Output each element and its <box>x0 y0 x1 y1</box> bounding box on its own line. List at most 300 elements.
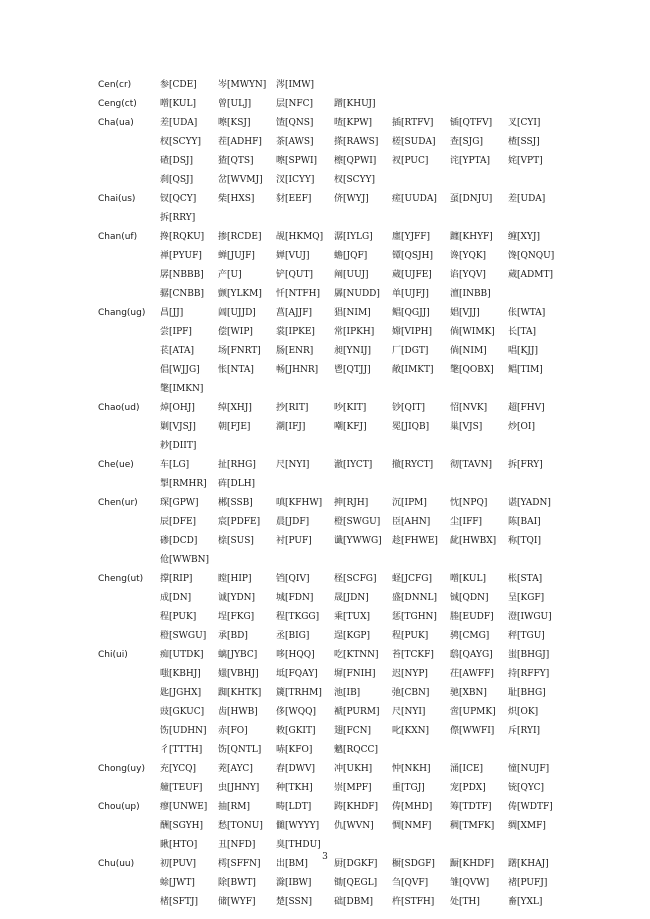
character-code-entry: 嚓[KSJ] <box>218 118 251 128</box>
character-code-entry: 诧[YPTA] <box>450 156 491 166</box>
entry-row <box>98 133 598 152</box>
character-code-entry: 蛏[JCFG] <box>392 574 432 584</box>
character-code-entry: 裳[IPKE] <box>276 327 315 337</box>
character-code-entry: 螭[JYBC] <box>218 650 258 660</box>
character-code-entry: 晟[JDN] <box>334 593 369 603</box>
character-code-entry: 褚[PUFJ] <box>508 878 548 888</box>
entry-row <box>98 779 598 798</box>
character-code-entry: 鸱[QAYG] <box>450 650 493 660</box>
character-code-entry: 苔[TCKF] <box>392 650 434 660</box>
character-code-entry: 潮[IFJ] <box>276 422 306 432</box>
character-code-entry: 伧[WWBN] <box>160 555 210 565</box>
character-code-entry: 差[UDA] <box>508 194 546 204</box>
character-code-entry: 塍[EUDF] <box>450 612 494 622</box>
pinyin-group <box>98 114 598 190</box>
character-code-entry: 承[BD] <box>218 631 248 641</box>
character-code-entry: 彻[TAVN] <box>450 460 492 470</box>
character-code-entry: 翅[FCN] <box>334 726 372 736</box>
character-code-entry: 茌[AWFF] <box>450 669 494 679</box>
character-code-entry: 愁[TONU] <box>218 821 263 831</box>
character-code-entry: 绸[XMF] <box>508 821 546 831</box>
character-code-entry: 鲳[TIM] <box>508 365 543 375</box>
entry-row <box>98 380 598 399</box>
pinyin-group <box>98 228 598 304</box>
character-code-entry: 焯[OHJ] <box>160 403 195 413</box>
entry-row <box>98 874 598 893</box>
entry-row <box>98 266 598 285</box>
character-code-entry: 哆[HQQ] <box>276 650 315 660</box>
character-code-entry: 汊[ICYY] <box>276 175 315 185</box>
character-code-entry: 拆[RRY] <box>160 213 196 223</box>
character-code-entry: 蚩[BHGJ] <box>508 650 550 660</box>
character-code-entry: 臭[THDU] <box>276 840 321 850</box>
character-code-entry: 碜[DCD] <box>160 536 198 546</box>
character-code-entry: 羼[NUDD] <box>334 289 380 299</box>
character-code-entry: 筹[TDTF] <box>450 802 492 812</box>
character-code-entry: 噌[KUL] <box>160 99 196 109</box>
character-code-entry: 刍[QVF] <box>392 878 429 888</box>
character-code-entry: 铳[QYC] <box>508 783 545 793</box>
character-code-entry: 产[U] <box>218 270 242 280</box>
entry-row <box>98 152 598 171</box>
character-code-entry: 肠[ENR] <box>276 346 314 356</box>
character-code-entry: 踟[KHTK] <box>218 688 262 698</box>
entry-row <box>98 551 598 570</box>
character-code-entry: 柴[HXS] <box>218 194 255 204</box>
character-code-entry: 楮[SFTJ] <box>160 897 199 907</box>
character-code-entry: 称[TQI] <box>508 536 541 546</box>
character-code-entry: 嚓[SPWI] <box>276 156 318 166</box>
character-code-entry: 初[PUV] <box>160 859 197 869</box>
character-code-entry: 蟾[JQF] <box>334 251 368 261</box>
character-code-entry: 尝[IPF] <box>160 327 192 337</box>
character-code-entry: 呈[KGF] <box>508 593 545 603</box>
character-code-entry: 齿[HWB] <box>218 707 258 717</box>
character-code-entry: 瘳[UNWE] <box>160 802 208 812</box>
character-code-entry: 参[CDE] <box>160 80 197 90</box>
character-code-entry: 曾[ULJ] <box>218 99 252 109</box>
character-code-entry: 宸[PDFE] <box>218 517 261 527</box>
character-code-entry: 魑[RQCC] <box>334 745 378 755</box>
character-code-entry: 茶[AWS] <box>276 137 314 147</box>
character-code-entry: 倡[WJJG] <box>160 365 200 375</box>
character-code-entry: 搀[RQKU] <box>160 232 205 242</box>
character-code-entry: 程[TKGG] <box>276 612 320 622</box>
character-code-entry: 臣[AHN] <box>392 517 431 527</box>
character-code-entry: 炽[OK] <box>508 707 539 717</box>
character-code-entry: 偿[WIP] <box>218 327 253 337</box>
character-code-entry: 娼[VJJ] <box>450 308 480 318</box>
character-code-entry: 躔[KHYF] <box>450 232 493 242</box>
pinyin-label: Chu(uu) <box>98 859 135 869</box>
character-code-entry: 迟[NYP] <box>392 669 428 679</box>
character-code-entry: 辰[DFE] <box>160 517 197 527</box>
entry-row <box>98 741 598 760</box>
character-code-entry: 瘥[UUDA] <box>392 194 437 204</box>
pinyin-group <box>98 190 598 228</box>
character-code-entry: 茺[AYC] <box>218 764 253 774</box>
entry-row <box>98 684 598 703</box>
character-code-entry: 槎[SUDA] <box>392 137 436 147</box>
character-code-entry: 颤[YLKM] <box>218 289 262 299</box>
character-code-entry: 唱[KJJ] <box>508 346 538 356</box>
character-code-entry: 尺[NYI] <box>392 707 426 717</box>
pinyin-group <box>98 76 598 95</box>
character-code-entry: 础[DBM] <box>334 897 374 907</box>
character-code-entry: 乘[TUX] <box>334 612 371 622</box>
character-code-entry: 处[TH] <box>450 897 480 907</box>
entry-row <box>98 608 598 627</box>
character-code-entry: 冲[UKH] <box>334 764 373 774</box>
entry-row <box>98 646 598 665</box>
character-code-entry: 崇[MPF] <box>334 783 372 793</box>
entry-row <box>98 323 598 342</box>
character-code-entry: 樗[SFFN] <box>218 859 261 869</box>
character-code-entry: 铛[QIV] <box>276 574 310 584</box>
character-code-entry: 铲[QUT] <box>276 270 313 280</box>
character-code-entry: 持[RFFY] <box>508 669 550 679</box>
character-code-entry: 楚[SSN] <box>276 897 313 907</box>
character-code-entry: 杈[SCYY] <box>334 175 375 185</box>
character-code-entry: 丑[NFD] <box>218 840 256 850</box>
pinyin-group <box>98 570 598 646</box>
character-code-entry: 耖[DIIT] <box>160 441 197 451</box>
character-code-entry: 谗[YQK] <box>450 251 487 261</box>
character-code-entry: 雠[WYYY] <box>276 821 320 831</box>
pinyin-label: Cen(cr) <box>98 80 132 90</box>
character-code-entry: 坻[FQAY] <box>276 669 318 679</box>
character-code-entry: 澶[INBB] <box>450 289 491 299</box>
character-code-entry: 痴[UTDK] <box>160 650 204 660</box>
character-code-entry: 衩[PUC] <box>392 156 429 166</box>
entry-row <box>98 361 598 380</box>
character-code-entry: 伥[WTA] <box>508 308 546 318</box>
character-code-entry: 耻[BHG] <box>508 688 546 698</box>
character-code-entry: 饬[UDHN] <box>160 726 207 736</box>
character-code-entry: 车[LG] <box>160 460 190 470</box>
character-code-entry: 敕[GKIT] <box>276 726 316 736</box>
character-code-entry: 琛[GPW] <box>160 498 199 508</box>
character-code-entry: 啻[UPMK] <box>450 707 496 717</box>
character-code-entry: 搽[RAWS] <box>334 137 379 147</box>
pinyin-label: Chen(ur) <box>98 498 138 508</box>
character-code-entry: 仇[WVN] <box>334 821 374 831</box>
character-code-entry: 怅[NTA] <box>218 365 254 375</box>
character-code-entry: 哧[KFO] <box>276 745 313 755</box>
entry-row <box>98 475 598 494</box>
character-code-entry: 媸[VBHJ] <box>218 669 259 679</box>
character-code-entry: 谄[YQV] <box>450 270 486 280</box>
character-code-entry: 成[DN] <box>160 593 192 603</box>
character-code-entry: 掣[RMHR] <box>160 479 207 489</box>
character-code-entry: 掺[RCDE] <box>218 232 262 242</box>
character-code-entry: 出[BM] <box>276 859 308 869</box>
character-code-entry: 侈[WQQ] <box>276 707 317 717</box>
character-code-entry: 蹭[KHUJ] <box>334 99 376 109</box>
character-code-entry: 傺[WWFI] <box>450 726 495 736</box>
character-code-entry: 昌[JJ] <box>160 308 184 318</box>
character-code-entry: 杵[STFH] <box>392 897 435 907</box>
character-code-entry: 龀[HWBX] <box>450 536 497 546</box>
character-code-entry: 俦[WDTF] <box>508 802 553 812</box>
character-code-entry: 蹰[KHDF] <box>450 859 495 869</box>
character-code-entry: 除[BWT] <box>218 878 256 888</box>
character-code-entry: 彳[TTTH] <box>160 745 203 755</box>
character-code-entry: 馇[QNS] <box>276 118 314 128</box>
character-code-entry: 稠[TMFK] <box>450 821 495 831</box>
character-code-entry: 氅[QOBX] <box>450 365 494 375</box>
pinyin-label: Che(ue) <box>98 460 134 470</box>
character-code-entry: 郴[SSB] <box>218 498 253 508</box>
entry-row <box>98 190 598 209</box>
character-code-entry: 婵[VUJ] <box>276 251 310 261</box>
entry-row <box>98 798 598 817</box>
entry-row <box>98 703 598 722</box>
character-code-entry: 岔[WVMJ] <box>218 175 263 185</box>
character-code-entry: 墀[FNIH] <box>334 669 376 679</box>
character-code-entry: 廛[YJFF] <box>392 232 431 242</box>
character-code-entry: 蜍[JWT] <box>160 878 195 888</box>
character-code-entry: 陈[BAI] <box>508 517 541 527</box>
character-code-entry: 宠[PDX] <box>450 783 486 793</box>
character-code-entry: 嗤[KBHJ] <box>160 669 201 679</box>
pinyin-label: Chong(uy) <box>98 764 145 774</box>
character-code-entry: 涔[IMW] <box>276 80 315 90</box>
character-code-entry: 常[IPKH] <box>334 327 375 337</box>
character-code-entry: 猖[NIM] <box>334 308 371 318</box>
character-code-entry: 橙[SWGU] <box>160 631 207 641</box>
entry-row <box>98 532 598 551</box>
character-code-entry: 抻[RJH] <box>334 498 369 508</box>
character-code-entry: 澈[IYCT] <box>334 460 373 470</box>
entry-row <box>98 114 598 133</box>
character-code-entry: 畴[LDT] <box>276 802 312 812</box>
character-code-entry: 重[TGJ] <box>392 783 425 793</box>
character-code-entry: 猹[QTS] <box>218 156 254 166</box>
entry-row <box>98 893 598 912</box>
character-code-entry: 澄[IWGU] <box>508 612 552 622</box>
character-code-entry: 怊[NVK] <box>450 403 488 413</box>
pinyin-label: Chai(us) <box>98 194 136 204</box>
character-code-entry: 噌[KUL] <box>450 574 486 584</box>
character-code-entry: 倘[NIM] <box>450 346 487 356</box>
entry-row <box>98 95 598 114</box>
character-code-entry: 菖[AJJF] <box>276 308 312 318</box>
character-code-entry: 瞠[HIP] <box>218 574 252 584</box>
page-number: 3 <box>322 852 328 862</box>
character-code-entry: 虿[DNJU] <box>450 194 493 204</box>
character-code-entry: 储[WYF] <box>218 897 256 907</box>
character-code-entry: 叉[CYI] <box>508 118 541 128</box>
pinyin-group <box>98 456 598 494</box>
character-code-entry: 炒[OI] <box>508 422 535 432</box>
character-code-entry: 喳[KPW] <box>334 118 373 128</box>
character-code-entry: 场[FNRT] <box>218 346 261 356</box>
character-code-entry: 楂[SSJ] <box>508 137 540 147</box>
character-code-entry: 插[RTFV] <box>392 118 434 128</box>
character-code-entry: 涌[ICE] <box>450 764 484 774</box>
pinyin-label: Chao(ud) <box>98 403 140 413</box>
pinyin-label: Cha(ua) <box>98 118 134 128</box>
character-code-entry: 茬[ADHF] <box>218 137 262 147</box>
character-code-entry: 觇[HKMQ] <box>276 232 324 242</box>
character-code-entry: 赤[FO] <box>218 726 248 736</box>
character-code-entry: 撤[RYCT] <box>392 460 434 470</box>
pinyin-label: Ceng(ct) <box>98 99 137 109</box>
pinyin-label: Chi(ui) <box>98 650 128 660</box>
character-code-entry: 嫦[VIPH] <box>392 327 432 337</box>
pinyin-group <box>98 304 598 399</box>
entry-row <box>98 665 598 684</box>
entry-row <box>98 456 598 475</box>
pinyin-group <box>98 646 598 760</box>
character-code-entry: 程[PUK] <box>392 631 429 641</box>
character-code-entry: 种[TKH] <box>276 783 313 793</box>
character-code-entry: 钞[QIT] <box>392 403 425 413</box>
character-code-entry: 尘[IFF] <box>450 517 483 527</box>
character-code-entry: 畜[YXL] <box>508 897 543 907</box>
character-code-entry: 憧[NUJF] <box>508 764 550 774</box>
character-code-entry: 惩[TGHN] <box>392 612 437 622</box>
character-code-entry: 踌[KHDF] <box>334 802 379 812</box>
character-code-entry: 沉[IPM] <box>392 498 427 508</box>
character-code-entry: 鲳[QGJJ] <box>392 308 430 318</box>
character-code-entry: 岑[MWYN] <box>218 80 267 90</box>
character-code-entry: 厂[DGT] <box>392 346 429 356</box>
entry-row <box>98 437 598 456</box>
character-code-entry: 刹[QSJ] <box>160 175 194 185</box>
character-code-entry: 超[FHV] <box>508 403 545 413</box>
pinyin-label: Chang(ug) <box>98 308 146 318</box>
pinyin-group <box>98 494 598 570</box>
character-code-entry: 充[YCQ] <box>160 764 197 774</box>
character-code-entry: 抄[RIT] <box>276 403 309 413</box>
character-code-entry: 骋[CMG] <box>450 631 490 641</box>
entry-row <box>98 399 598 418</box>
character-code-entry: 姹[VPT] <box>508 156 543 166</box>
character-code-entry: 嘲[KFJ] <box>334 422 367 432</box>
character-code-entry: 畅[JHNR] <box>276 365 319 375</box>
character-code-entry: 舂[DWV] <box>276 764 315 774</box>
character-code-entry: 程[PUK] <box>160 612 197 622</box>
entry-row <box>98 418 598 437</box>
character-code-entry: 盛[DNNL] <box>392 593 437 603</box>
character-code-entry: 冕[JIQB] <box>392 422 430 432</box>
character-code-entry: 馋[QNQU] <box>508 251 555 261</box>
character-code-entry: 鬯[QTJJ] <box>334 365 371 375</box>
character-code-entry: 驰[XBN] <box>450 688 487 698</box>
character-code-entry: 剿[VJSJ] <box>160 422 196 432</box>
character-code-entry: 锄[QEGL] <box>334 878 378 888</box>
pinyin-label: Cheng(ut) <box>98 574 144 584</box>
character-code-entry: 瞅[HTO] <box>160 840 198 850</box>
character-code-entry: 厨[DGKF] <box>334 859 378 869</box>
character-code-entry: 谌[YADN] <box>508 498 551 508</box>
character-code-entry: 查[SJG] <box>450 137 483 147</box>
character-code-entry: 叱[KXN] <box>392 726 430 736</box>
character-code-entry: 躇[KHAJ] <box>508 859 549 869</box>
character-code-entry: 檫[QPWI] <box>334 156 377 166</box>
entry-row <box>98 570 598 589</box>
pinyin-group <box>98 798 598 855</box>
entry-row <box>98 171 598 190</box>
character-code-entry: 埕[FKG] <box>218 612 255 622</box>
character-code-entry: 阊[UJJD] <box>218 308 256 318</box>
character-code-entry: 蒇[ADMT] <box>508 270 553 280</box>
character-code-entry: 吵[KIT] <box>334 403 367 413</box>
character-code-entry: 篪[TRHM] <box>276 688 322 698</box>
character-code-entry: 忏[NTFH] <box>276 289 320 299</box>
character-code-entry: 昶[YNIJ] <box>334 346 372 356</box>
character-code-entry: 诚[YDN] <box>218 593 256 603</box>
character-code-entry: 敞[IMKT] <box>392 365 434 375</box>
character-code-entry: 虫[JHNY] <box>218 783 260 793</box>
character-code-entry: 豉[GKUC] <box>160 707 205 717</box>
character-code-entry: 禅[PYUF] <box>160 251 202 261</box>
character-code-entry: 橙[SWGU] <box>334 517 381 527</box>
character-code-entry: 碴[DSJ] <box>160 156 194 166</box>
character-code-entry: 褫[PURM] <box>334 707 380 717</box>
character-code-entry: 池[IB] <box>334 688 361 698</box>
character-code-entry: 锸[QTFV] <box>450 118 493 128</box>
entry-row <box>98 304 598 323</box>
character-code-entry: 晨[JDF] <box>276 517 310 527</box>
character-code-entry: 饬[QNTL] <box>218 745 262 755</box>
entry-row <box>98 513 598 532</box>
character-code-entry: 砗[DLH] <box>218 479 256 489</box>
entry-row <box>98 285 598 304</box>
pinyin-label: Chan(uf) <box>98 232 138 242</box>
character-code-entry: 单[UJFJ] <box>392 289 429 299</box>
character-code-entry: 秤[TGU] <box>508 631 545 641</box>
character-code-entry: 层[NFC] <box>276 99 314 109</box>
character-code-entry: 豺[EEF] <box>276 194 312 204</box>
entry-row <box>98 589 598 608</box>
character-code-entry: 衬[PUF] <box>276 536 312 546</box>
entry-row <box>98 342 598 361</box>
character-code-entry: 拆[FRY] <box>508 460 543 470</box>
pinyin-label: Chou(up) <box>98 802 140 812</box>
character-code-entry: 潺[IYLG] <box>334 232 373 242</box>
character-code-entry: 骣[CNBB] <box>160 289 205 299</box>
entry-row <box>98 817 598 836</box>
character-code-entry: 嗔[KFHW] <box>276 498 323 508</box>
character-code-entry: 榇[SUS] <box>218 536 254 546</box>
character-code-entry: 朝[FJE] <box>218 422 251 432</box>
character-code-entry: 滁[IBW] <box>276 878 312 888</box>
pinyin-group <box>98 95 598 114</box>
character-code-entry: 抽[RM] <box>218 802 251 812</box>
character-code-entry: 镡[QSJH] <box>392 251 434 261</box>
character-code-entry: 弛[CBN] <box>392 688 430 698</box>
character-code-entry: 蝉[JUJF] <box>218 251 255 261</box>
character-code-entry: 柽[SCFG] <box>334 574 377 584</box>
character-code-entry: 橱[SDGF] <box>392 859 435 869</box>
entry-row <box>98 494 598 513</box>
character-code-entry: 城[FDN] <box>276 593 314 603</box>
character-code-entry: 钗[QCY] <box>160 194 197 204</box>
character-code-entry: 扯[RHG] <box>218 460 256 470</box>
character-code-entry: 孱[NBBB] <box>160 270 204 280</box>
character-code-entry: 差[UDA] <box>160 118 198 128</box>
character-code-entry: 侪[WYJ] <box>334 194 369 204</box>
character-code-entry: 杈[SCYY] <box>160 137 201 147</box>
pinyin-group <box>98 855 598 912</box>
entry-row <box>98 76 598 95</box>
character-code-entry: 酬[SGYH] <box>160 821 204 831</box>
character-code-entry: 雏[QVW] <box>450 878 490 888</box>
character-code-entry: 铖[QDN] <box>450 593 489 603</box>
